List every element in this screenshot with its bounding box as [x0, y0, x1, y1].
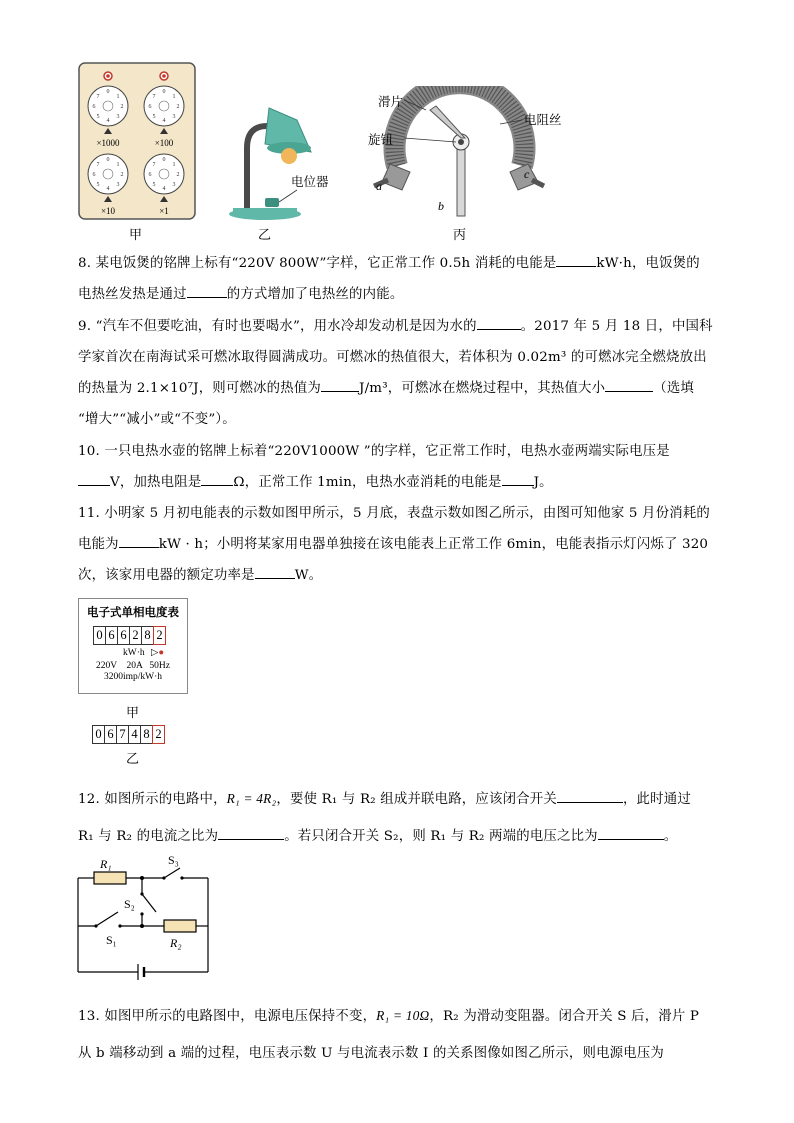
- circuit-q12: [72, 850, 222, 980]
- terminal-b: b: [438, 199, 444, 213]
- label-R2: R₂: [170, 936, 182, 950]
- digit: 0: [92, 725, 104, 744]
- figure-label-yi: 乙: [258, 228, 272, 243]
- svg-text:3: 3: [116, 114, 120, 120]
- svg-text:6: 6: [92, 104, 96, 110]
- svg-text:4: 4: [162, 186, 166, 192]
- equation-r1-4r2: R₁ = 4R₂: [226, 791, 277, 806]
- svg-text:0: 0: [106, 89, 110, 95]
- svg-text:1: 1: [116, 94, 120, 100]
- svg-text:6: 6: [92, 172, 96, 178]
- label-S3: S₃: [168, 853, 179, 867]
- q11-line-2: 电能为 kW · h；小明将某家用电器单独接在该电能表上正常工作 6min，电能表指示灯闪烁了 320: [78, 537, 709, 552]
- svg-text:4: 4: [106, 186, 110, 192]
- meter-label-yi: 乙: [126, 752, 140, 767]
- svg-text:7: 7: [96, 162, 100, 168]
- q9-line-4: “增大”“减小”或“不变”）。: [78, 412, 236, 427]
- label-knob: 旋钮: [368, 132, 394, 147]
- digit: 4: [128, 725, 140, 744]
- q9-line-3: 的热量为 2.1×10⁷J，则可燃冰的热值为 J/m³，可燃冰在燃烧过程中，其热值大小 （选填: [78, 381, 695, 396]
- svg-text:5: 5: [152, 114, 156, 120]
- dial-meter-figure: [78, 62, 196, 220]
- digit: 2: [152, 725, 165, 744]
- svg-text:4: 4: [162, 118, 166, 124]
- svg-text:7: 7: [152, 162, 156, 168]
- q10-line-2: V，加热电阻是 Ω，正常工作 1min，电热水壶消耗的电能是 J。: [78, 471, 553, 490]
- svg-text:2: 2: [120, 172, 124, 178]
- q11-line-1: 11. 小明家 5 月初电能表的示数如图甲所示，5 月底，表盘示数如图乙所示，由图可知他家 5 月份消耗的: [78, 506, 711, 521]
- svg-text:6: 6: [148, 172, 152, 178]
- svg-text:2: 2: [176, 104, 180, 110]
- svg-text:1: 1: [116, 162, 120, 168]
- terminal-a: a: [376, 179, 382, 193]
- q8-line-1: 8. 某电饭煲的铭牌上标有“220V 800W”字样，它正常工作 0.5h 消耗的电能是 kW·h，电饭煲的: [78, 256, 700, 271]
- svg-text:2: 2: [120, 104, 124, 110]
- digit: 2: [153, 626, 166, 645]
- svg-text:0: 0: [162, 157, 166, 163]
- svg-text:0: 0: [106, 157, 110, 163]
- digit: 8: [141, 626, 153, 645]
- multiplier-10: ×10: [100, 206, 116, 216]
- q13-line-1: 13. 如图甲所示的电路图中，电源电压保持不变，R₁ = 10Ω，R₂ 为滑动变阻器。闭合开关 S 后，滑片 P: [78, 1008, 700, 1024]
- label-slider: 滑片: [378, 94, 404, 109]
- svg-text:0: 0: [162, 89, 166, 95]
- lamp-figure: [225, 98, 345, 222]
- svg-text:6: 6: [148, 104, 152, 110]
- svg-text:1: 1: [172, 94, 176, 100]
- meter-label-jia: 甲: [126, 706, 140, 721]
- svg-text:5: 5: [96, 182, 100, 188]
- svg-text:5: 5: [96, 114, 100, 120]
- digit: 2: [129, 626, 141, 645]
- label-S1: S₁: [106, 933, 117, 947]
- q12-line-2: R₁ 与 R₂ 的电流之比为 。若只闭合开关 S₂，则 R₁ 与 R₂ 两端的电压之比为 。: [78, 829, 678, 844]
- svg-text:3: 3: [116, 182, 120, 188]
- multiplier-1: ×1: [159, 206, 169, 216]
- svg-text:2: 2: [176, 172, 180, 178]
- digit: 6: [117, 626, 129, 645]
- digit: 6: [104, 725, 116, 744]
- svg-text:7: 7: [152, 94, 156, 100]
- meter-imp: 3200imp/kW·h: [103, 672, 163, 682]
- lamp-potentiometer-label: 电位器: [291, 174, 329, 189]
- digit: 7: [116, 725, 128, 744]
- q13-line-2: 从 b 端移动到 a 端的过程，电压表示数 U 与电流表示数 I 的关系图像如图乙所示，则电源电压为: [78, 1046, 665, 1061]
- figure-label-bing: 丙: [453, 228, 467, 243]
- q8-line-2: 电热丝发热是通过 的方式增加了电热丝的内能。: [78, 287, 404, 302]
- svg-text:3: 3: [172, 114, 176, 120]
- q9-line-2: 学家首次在南海试采可燃冰取得圆满成功。可燃冰的热值很大，若体积为 0.02m³ 的可燃冰完全燃烧放出: [78, 350, 707, 365]
- label-S2: S₂: [124, 897, 135, 911]
- indicator-light-icon: ▷●: [151, 648, 165, 658]
- digit: 0: [93, 626, 105, 645]
- svg-text:7: 7: [96, 94, 100, 100]
- meter-digits-jia: [93, 626, 187, 645]
- equation-r1-10ohm: R₁ = 10Ω: [376, 1008, 430, 1023]
- q9-line-1: 9. “汽车不但要吃油，有时也要喝水”，用水冷却发动机是因为水的 。2017 年 5 月 18 日，中国科: [78, 319, 713, 334]
- figure-label-jia: 甲: [129, 228, 143, 243]
- multiplier-100: ×100: [154, 138, 174, 148]
- digit: 6: [105, 626, 117, 645]
- q10-line-1: 10. 一只电热水壶的铭牌上标着“220V1000W ”的字样，它正常工作时，电热水壶两端实际电压是: [78, 444, 670, 459]
- electronic-meter: [78, 598, 188, 694]
- label-resistance-wire: 电阻丝: [524, 112, 562, 127]
- q11-line-3: 次，该家用电器的额定功率是 W。: [78, 568, 323, 583]
- label-R1: R₁: [100, 857, 112, 871]
- svg-text:4: 4: [106, 118, 110, 124]
- terminal-c: c: [524, 167, 530, 181]
- svg-text:3: 3: [172, 182, 176, 188]
- q12-line-1: 12. 如图所示的电路中，R₁ = 4R₂，要使 R₁ 与 R₂ 组成并联电路，应该闭合开关 ，此时通过: [78, 791, 691, 807]
- meter-unit: kW·h: [123, 648, 145, 658]
- multiplier-1000: ×1000: [96, 138, 120, 148]
- digit: 8: [140, 725, 152, 744]
- potentiometer-figure: [362, 86, 572, 226]
- meter-digits-yi: [92, 725, 165, 744]
- svg-text:1: 1: [172, 162, 176, 168]
- meter-title: 电子式单相电度表: [87, 605, 179, 619]
- meter-specs: 220V 20A 50Hz: [96, 661, 170, 671]
- meter-unit-row: [123, 647, 187, 658]
- svg-text:5: 5: [152, 182, 156, 188]
